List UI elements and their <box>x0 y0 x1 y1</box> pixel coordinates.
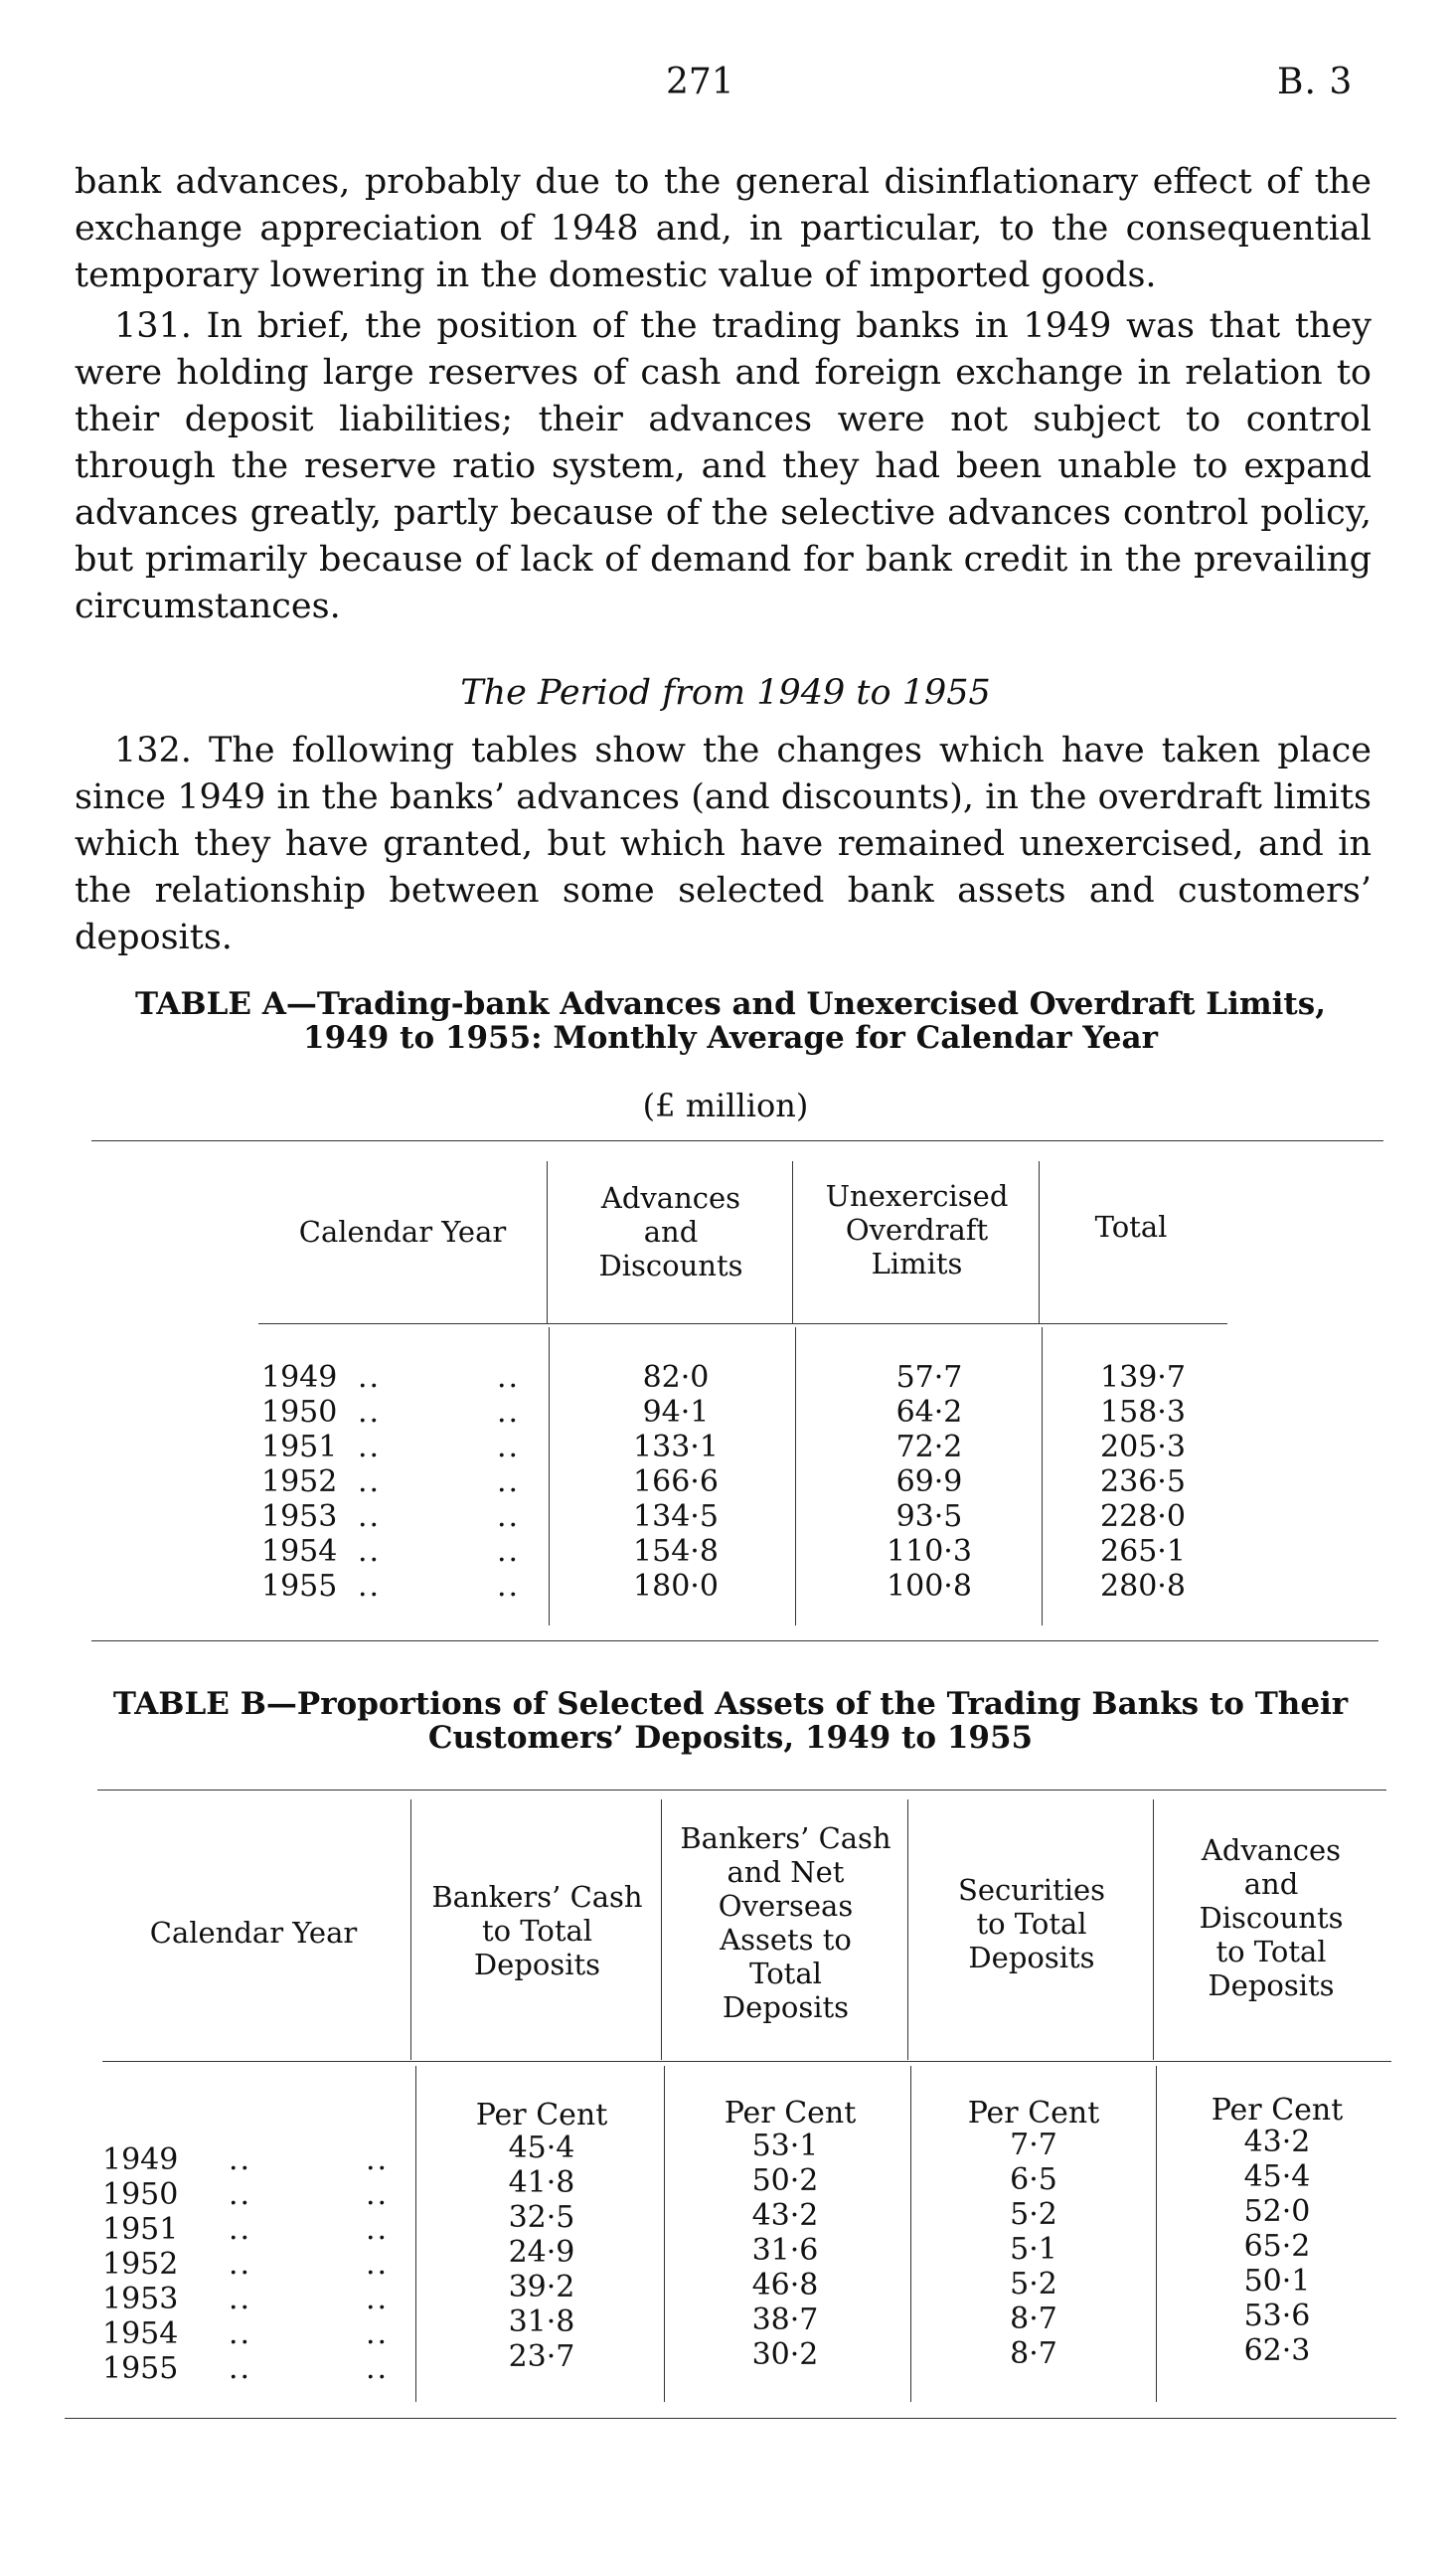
table-b-cell: 52·0 <box>1243 2194 1311 2229</box>
table-b-divider <box>415 2066 416 2402</box>
table-b-header-year: Calendar Year <box>149 1916 358 1950</box>
table-a-cell: 134·5 <box>633 1499 719 1534</box>
table-b-divider <box>1153 1799 1154 2060</box>
table-a-bottom-rule <box>91 1640 1378 1641</box>
table-a-cell: 205·3 <box>1100 1430 1186 1464</box>
table-a-year: 1955 <box>261 1569 338 1604</box>
table-a-cell: 57·7 <box>895 1360 963 1395</box>
section-heading: The Period from 1949 to 1955 <box>460 673 991 713</box>
table-b-leader-dots: .. .. .. .. .. .. .. <box>366 2142 390 2386</box>
paragraph-131: 131. In brief, the position of the trading banks in 1949 was that they were holding large reserves of cash and foreign exchange in relation to their deposit liabilities; their advances were not subject to control through the reserve ratio system, and they had been unable to expand advances greatly, partly because of the selective advances control policy, but primarily because of lack of demand for bank credit in the prevailing circumstances. <box>75 306 1372 626</box>
table-a-divider <box>1042 1327 1043 1625</box>
table-b-year: 1951 <box>102 2212 179 2247</box>
table-b-cell: 23·7 <box>508 2339 575 2374</box>
table-b-divider <box>410 1799 411 2060</box>
table-b-title <box>89 1687 1372 1755</box>
table-a-unexercised-column <box>855 1360 1004 1604</box>
table-b-divider <box>664 2066 665 2402</box>
table-a-cell: 133·1 <box>633 1430 719 1464</box>
table-b-cell: 5·2 <box>1010 2267 1057 2302</box>
table-a-cell: 166·6 <box>633 1464 719 1499</box>
table-b-cell: 5·1 <box>1010 2232 1057 2267</box>
table-a-cell: 158·3 <box>1100 1395 1186 1430</box>
table-a-years <box>261 1360 351 1604</box>
table-a-header-unexercised: Unexercised Overdraft Limits <box>825 1179 1009 1280</box>
table-a-divider <box>1039 1161 1040 1323</box>
table-b-cell: 53·1 <box>751 2129 819 2163</box>
table-a-year: 1951 <box>261 1430 338 1464</box>
table-a-year: 1950 <box>261 1395 338 1430</box>
table-a-cell: 82·0 <box>642 1360 710 1395</box>
table-b-cell: 24·9 <box>508 2235 575 2270</box>
table-a-cell: 100·8 <box>887 1569 972 1604</box>
table-b-header-rule <box>102 2061 1391 2062</box>
table-b-header-cash: Bankers’ Cash to Total Deposits <box>431 1880 643 1981</box>
page-number: 271 <box>666 62 734 102</box>
table-a-header-total: Total <box>1094 1210 1168 1244</box>
table-a-cell: 110·3 <box>887 1534 972 1569</box>
table-b-header-securities: Securities to Total Deposits <box>957 1873 1106 1974</box>
table-b-advances-column <box>1203 2125 1352 2368</box>
table-a-leader-dots: .. .. .. .. .. .. .. <box>497 1360 521 1604</box>
document-reference: B. 3 <box>1277 62 1354 102</box>
table-b-header-advances: Advances and Discounts to Total Deposits <box>1199 1833 1344 2002</box>
table-b-cell: 8·7 <box>1010 2336 1057 2371</box>
table-b-year: 1949 <box>102 2142 179 2177</box>
table-b-title-line1: TABLE B—Proportions of Selected Assets of the Trading Banks to Their <box>112 1686 1349 1722</box>
table-b-unit: Per Cent <box>724 2096 857 2131</box>
table-b-cell: 38·7 <box>751 2303 819 2337</box>
table-a-leader-dots: .. .. .. .. .. .. .. <box>358 1360 382 1604</box>
table-a-cell: 280·8 <box>1100 1569 1186 1604</box>
table-b-divider <box>907 1799 908 2060</box>
table-b-divider <box>661 1799 662 2060</box>
table-a-cell: 93·5 <box>895 1499 963 1534</box>
table-a-cell: 69·9 <box>895 1464 963 1499</box>
table-a-cell: 236·5 <box>1100 1464 1186 1499</box>
table-b-cell: 50·1 <box>1243 2264 1311 2299</box>
table-b-cell: 8·7 <box>1010 2302 1057 2336</box>
table-b-leader-dots: .. .. .. .. .. .. .. <box>229 2142 252 2386</box>
table-a-title-line1: TABLE A—Trading-bank Advances and Unexercised Overdraft Limits, <box>135 986 1326 1022</box>
table-a-divider <box>795 1327 796 1625</box>
table-a-header-advances: Advances and Discounts <box>598 1181 743 1282</box>
table-b-unit: Per Cent <box>1211 2093 1344 2128</box>
paragraph-continuation: bank advances, probably due to the general disinflationary effect of the exchange appreciation of 1948 and, in particular, to the consequential temporary lowering in the domestic value of imported goods. <box>75 162 1372 295</box>
table-b-cell: 41·8 <box>508 2165 575 2200</box>
table-b-cell: 45·4 <box>1243 2159 1311 2194</box>
table-b-cell: 50·2 <box>751 2163 819 2198</box>
table-b-cell: 6·5 <box>1010 2162 1057 2197</box>
table-b-cell: 31·8 <box>508 2304 575 2339</box>
table-b-cell: 43·2 <box>1243 2125 1311 2159</box>
table-b-years <box>102 2142 192 2386</box>
table-a-year: 1952 <box>261 1464 338 1499</box>
table-b-cell: 5·2 <box>1010 2197 1057 2232</box>
table-a-year: 1953 <box>261 1499 338 1534</box>
table-a-cell: 139·7 <box>1100 1360 1186 1395</box>
table-b-year: 1950 <box>102 2177 179 2212</box>
table-a-year: 1954 <box>261 1534 338 1569</box>
table-b-cell: 30·2 <box>751 2337 819 2372</box>
table-a-year: 1949 <box>261 1360 338 1395</box>
table-b-header-net-overseas: Bankers’ Cash and Net Overseas Assets to Total Deposits <box>680 1821 891 2024</box>
table-b-cell: 46·8 <box>751 2268 819 2303</box>
table-b-unit: Per Cent <box>475 2098 608 2133</box>
table-b-divider <box>910 2066 911 2402</box>
table-b-year: 1954 <box>102 2316 179 2351</box>
table-b-cell: 43·2 <box>751 2198 819 2233</box>
table-b-divider <box>1156 2066 1157 2402</box>
table-b-cell: 62·3 <box>1243 2333 1311 2368</box>
table-a-cell: 64·2 <box>895 1395 963 1430</box>
table-a-title <box>89 987 1372 1055</box>
table-b-unit: Per Cent <box>967 2096 1100 2131</box>
table-b-title-line2: Customers’ Deposits, 1949 to 1955 <box>427 1720 1034 1756</box>
table-a-cell: 94·1 <box>642 1395 710 1430</box>
table-b-year: 1953 <box>102 2282 179 2316</box>
table-b-cash-column <box>467 2131 616 2374</box>
paragraph-132: 132. The following tables show the changes which have taken place since 1949 in the banks’ advances (and discounts), in the overdraft limits which they have granted, but which have remained unexercised, and in the relationship between some selected bank assets and customers’ deposits. <box>75 731 1372 957</box>
table-a-top-rule <box>91 1140 1383 1141</box>
table-a-header-rule <box>258 1323 1227 1324</box>
table-a-divider <box>549 1327 550 1625</box>
table-b-top-rule <box>97 1790 1386 1791</box>
table-a-cell: 180·0 <box>633 1569 719 1604</box>
table-a-advances-column <box>596 1360 755 1604</box>
table-b-securities-column <box>959 2128 1108 2371</box>
table-a-cell: 228·0 <box>1100 1499 1186 1534</box>
table-a-unit: (£ million) <box>642 1087 809 1124</box>
table-b-cell: 7·7 <box>1010 2128 1057 2162</box>
table-a-divider <box>792 1161 793 1323</box>
table-b-cell: 32·5 <box>508 2200 575 2235</box>
table-a-cell: 72·2 <box>895 1430 963 1464</box>
table-b-year: 1955 <box>102 2351 179 2386</box>
table-b-cell: 31·6 <box>751 2233 819 2268</box>
table-a-total-column <box>1068 1360 1217 1604</box>
table-b-cell: 53·6 <box>1243 2299 1311 2333</box>
table-b-cell: 39·2 <box>508 2270 575 2304</box>
table-b-cell: 65·2 <box>1243 2229 1311 2264</box>
table-a-header-year: Calendar Year <box>298 1215 507 1249</box>
table-b-cell: 45·4 <box>508 2131 575 2165</box>
table-a-divider <box>547 1161 548 1323</box>
table-a-cell: 154·8 <box>633 1534 719 1569</box>
table-a-title-line2: 1949 to 1955: Monthly Average for Calendar Year <box>303 1020 1158 1056</box>
table-b-net-overseas-column <box>711 2129 860 2372</box>
table-a-cell: 265·1 <box>1100 1534 1186 1569</box>
table-b-year: 1952 <box>102 2247 179 2282</box>
table-b-bottom-rule <box>65 2418 1396 2419</box>
